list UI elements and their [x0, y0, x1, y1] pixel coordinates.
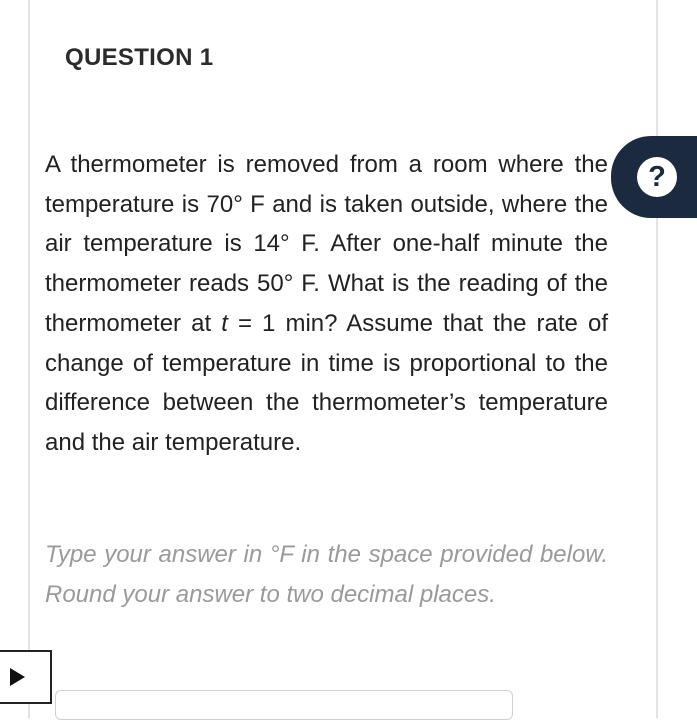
answer-instructions: Type your answer in °F in the space provided below. Round your answer to two decimal places.: [45, 541, 608, 608]
answer-input[interactable]: [55, 690, 513, 720]
question-body: A thermometer is removed from a room where the temperature is 70° F and is taken outside, where the air temperature is 14° F. After one-half minute the thermometer reads 50° F. What is the reading of the thermometer at t = 1 min? Assume that the rate of change of temperature in time is proportional to the difference between the thermometer’s temperature and the air temperature.: [45, 151, 608, 456]
help-button[interactable]: [611, 136, 697, 218]
play-triangle-icon: [10, 668, 25, 686]
play-button[interactable]: [0, 650, 52, 704]
question-mark-icon: ?: [637, 157, 677, 197]
question-title: QUESTION 1: [65, 44, 214, 71]
